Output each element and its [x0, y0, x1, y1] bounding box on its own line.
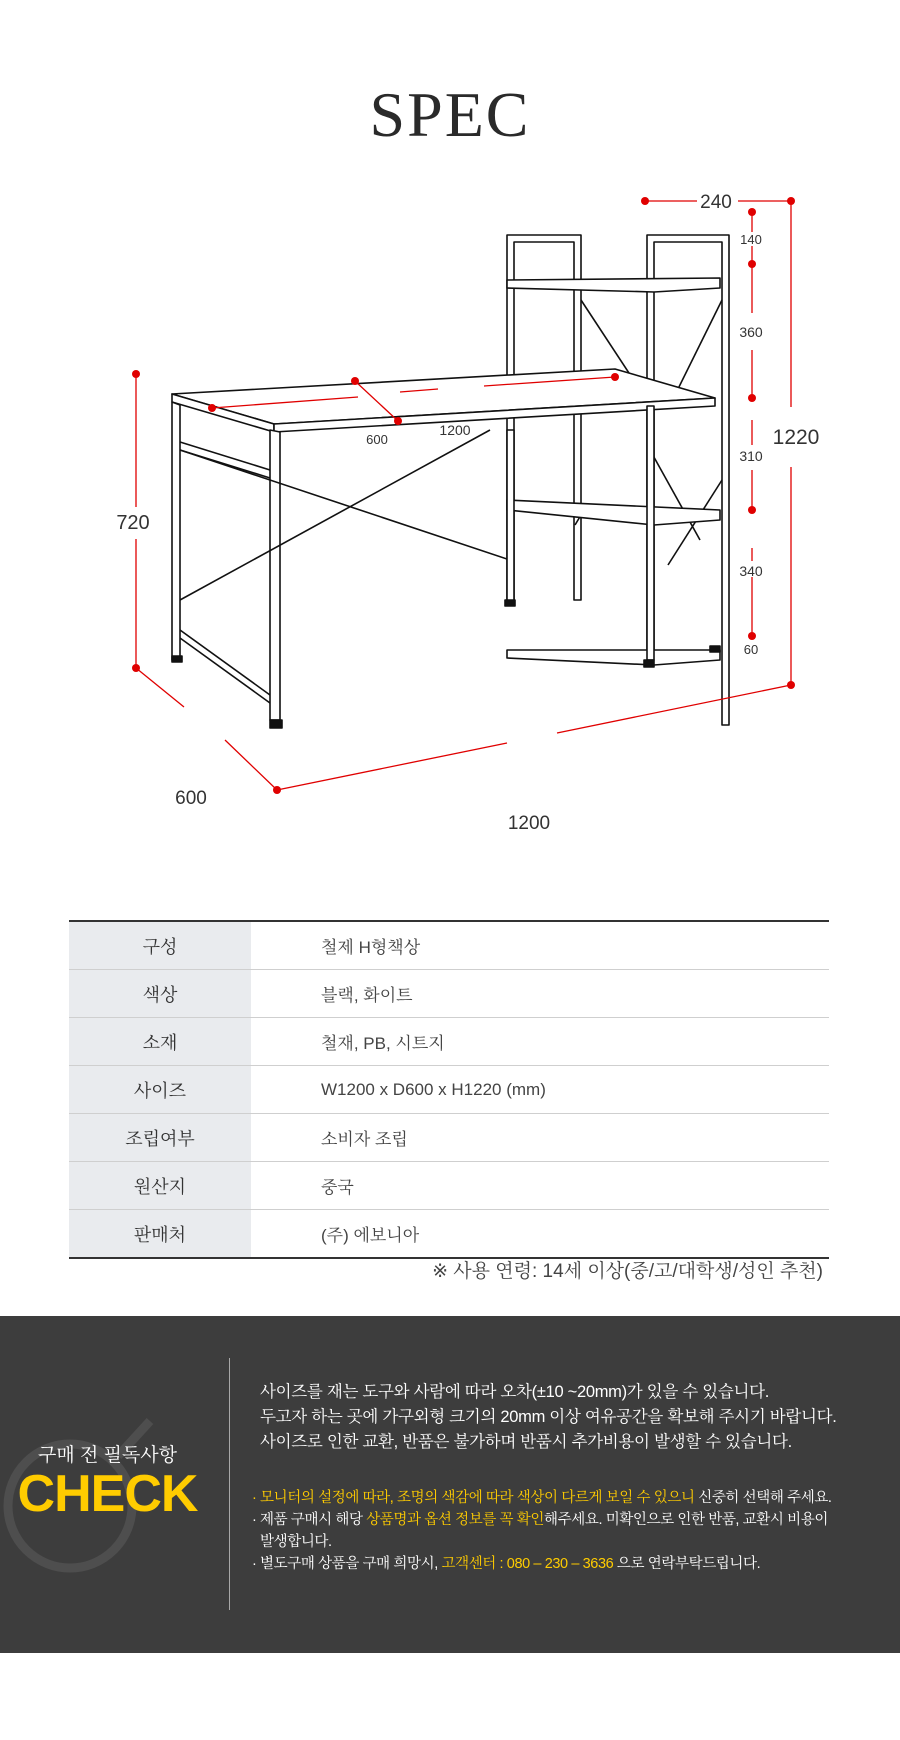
check-main-text	[260, 1380, 890, 1455]
dim-top-width: 1200	[439, 422, 471, 438]
dim-total-height: 1220	[772, 426, 820, 449]
desk-drawing	[172, 235, 729, 728]
spec-value: 소비자 조립	[251, 1114, 829, 1162]
table-row	[69, 1066, 829, 1114]
check-line: 사이즈를 재는 도구와 사람에 따라 오차(±10 ~20mm)가 있을 수 있습니다.	[260, 1383, 770, 1401]
table-row	[69, 921, 829, 970]
spec-label: 원산지	[69, 1162, 251, 1210]
table-row	[69, 1114, 829, 1162]
dim-top-depth: 600	[366, 432, 388, 447]
dim-gap-60: 60	[743, 642, 759, 657]
note-text: 신중히 선택해 주세요.	[694, 1490, 832, 1506]
spec-label: 구성	[69, 921, 251, 970]
dim-width: 1200	[507, 813, 551, 834]
spec-label: 사이즈	[69, 1066, 251, 1114]
dim-gap-140: 140	[740, 232, 762, 247]
check-line: 두고자 하는 곳에 가구외형 크기의 20mm 이상 여유공간을 확보해 주시기 바랍니다.	[260, 1408, 837, 1426]
dim-gap-340: 340	[739, 563, 763, 579]
desk-dimension-diagram	[0, 180, 900, 900]
dim-gap-360: 360	[739, 324, 763, 340]
check-notes	[252, 1487, 892, 1575]
note-text: · 제품 구매시 해당	[252, 1512, 367, 1528]
table-row	[69, 970, 829, 1018]
spec-value: (주) 에보니아	[321, 1226, 420, 1245]
spec-value: W1200 x D600 x H1220 (mm)	[251, 1066, 829, 1114]
spec-label: 조립여부	[69, 1114, 251, 1162]
spec-value: 중국	[251, 1162, 829, 1210]
note-item	[252, 1487, 892, 1509]
note-text: 해주세요. 미확인으로 인한 반품, 교환시 비용이	[544, 1512, 828, 1528]
note-highlight: · 모니터의 설정에 따라, 조명의 색감에 따라 색상이 다르게 보일 수 있으니	[252, 1490, 695, 1506]
table-row	[69, 1210, 829, 1259]
spec-label: 소재	[69, 1018, 251, 1066]
spec-table	[69, 920, 829, 1259]
age-note: ※ 사용 연령: 14세 이상(중/고/대학생/성인 추천)	[432, 1261, 823, 1282]
dim-desk-height: 720	[116, 512, 150, 534]
dim-gap-310: 310	[739, 448, 763, 464]
check-title: CHECK	[17, 1465, 198, 1523]
note-highlight: 고객센터 : 080 – 230 – 3636	[441, 1556, 614, 1572]
page-title: SPEC	[369, 79, 531, 150]
note-item	[252, 1553, 892, 1575]
spec-value: 블랙, 화이트	[251, 970, 829, 1018]
table-row	[69, 1162, 829, 1210]
check-line: 사이즈로 인한 교환, 반품은 불가하며 반품시 추가비용이 발생할 수 있습니다.	[260, 1433, 792, 1451]
spec-value: 철제 H형책상	[251, 921, 829, 970]
note-highlight: 상품명과 옵션 정보를 꼭 확인	[366, 1512, 545, 1528]
spec-label: 판매처	[69, 1210, 251, 1259]
spec-label: 색상	[69, 970, 251, 1018]
check-section	[0, 1316, 900, 1653]
check-subtitle: 구매 전 필독사항	[37, 1445, 178, 1466]
dim-depth: 600	[175, 788, 207, 809]
spec-value: 철재, PB, 시트지	[251, 1018, 829, 1066]
note-text: 으로 연락부탁드립니다.	[613, 1556, 761, 1572]
note-item: 발생합니다.	[260, 1534, 332, 1550]
note-text: · 별도구매 상품을 구매 희망시,	[252, 1556, 442, 1572]
note-item	[252, 1509, 892, 1531]
divider	[229, 1358, 230, 1610]
table-row	[69, 1018, 829, 1066]
dim-shelf-width: 240	[700, 192, 732, 213]
